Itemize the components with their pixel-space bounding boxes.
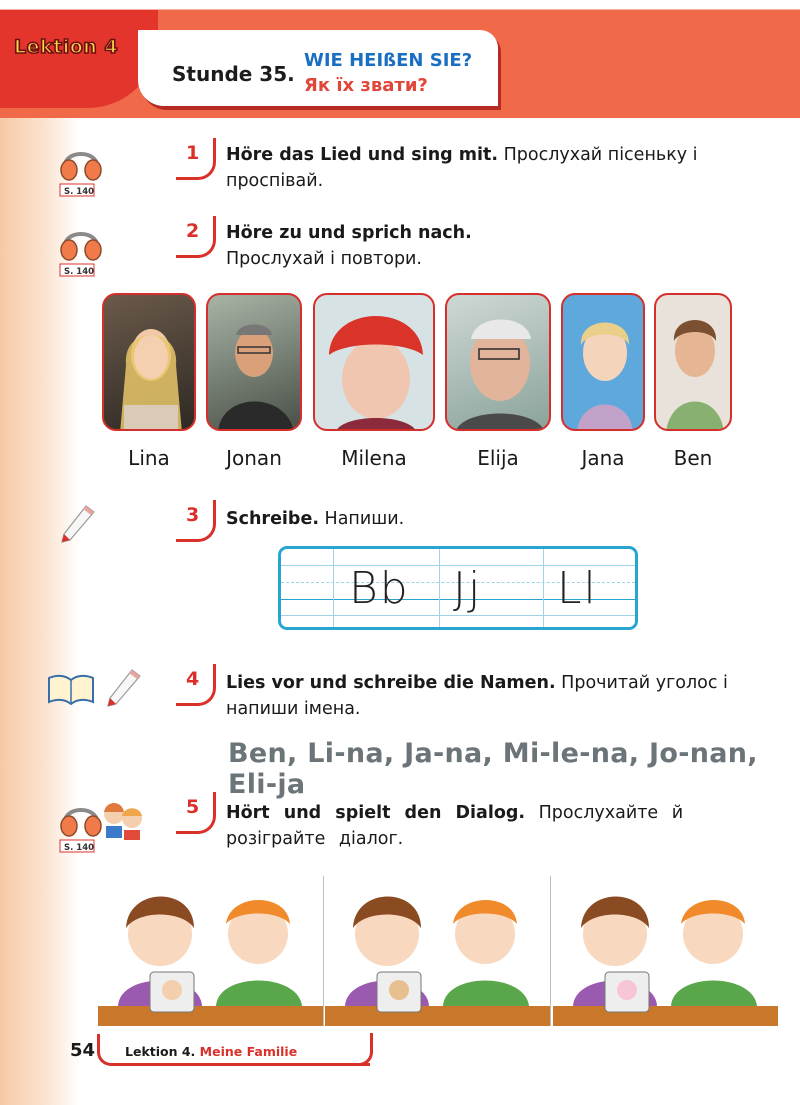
photo-jana xyxy=(561,293,645,431)
task-4-instruction-german: Lies vor und schreibe die Namen. xyxy=(226,673,556,693)
task-number-4 xyxy=(176,664,216,706)
name-label: Elija xyxy=(477,446,519,470)
dialog-illustrations xyxy=(98,876,782,1028)
photo-elija xyxy=(445,293,551,431)
footer-lektion-title: Meine Familie xyxy=(199,1044,298,1059)
letters-jj: Jj xyxy=(453,563,483,614)
letters-bb: Bb xyxy=(349,563,410,614)
task-number-text: 4 xyxy=(186,668,200,690)
footer-rule xyxy=(115,1063,370,1066)
handwriting-box xyxy=(278,546,638,630)
dialog-picture-3 xyxy=(553,876,778,1026)
task-5-instruction xyxy=(226,800,778,852)
audio-page-ref: S. 140 xyxy=(64,843,95,853)
footer-bracket-end xyxy=(355,1033,373,1066)
audio-page-ref: S. 140 xyxy=(64,187,95,197)
photo-jonan xyxy=(206,293,302,431)
letters-ll: Ll xyxy=(557,563,598,614)
footer-bracket xyxy=(97,1034,115,1066)
task-number-2 xyxy=(176,216,216,258)
page-number: 54 xyxy=(70,1040,96,1061)
footer-lektion xyxy=(125,1044,297,1059)
book-icon[interactable] xyxy=(46,670,96,706)
lesson-title-ukrainian: Як їх звати? xyxy=(304,75,428,96)
task-2-instruction-german: Höre zu und sprich nach. xyxy=(226,223,472,243)
header-top-edge xyxy=(0,0,800,9)
task-number-5 xyxy=(176,792,216,834)
name-label: Lina xyxy=(128,446,170,470)
task-4-instruction-ukrainian: Прочитай уголос і напиши імена. xyxy=(226,673,728,719)
ruled-divider xyxy=(439,549,440,627)
name-label: Jonan xyxy=(226,446,282,470)
name-label: Milena xyxy=(341,446,407,470)
task-2-instruction-ukrainian: Прослухай і повтори. xyxy=(226,249,422,269)
name-label: Ben xyxy=(673,446,713,470)
pencil-icon[interactable] xyxy=(58,502,98,546)
headphones-icon[interactable] xyxy=(58,796,104,866)
people-photos xyxy=(102,293,782,431)
name-label: Jana xyxy=(581,446,625,470)
task-5-instruction-ukrainian: Прослухайте й розіграйте діалог. xyxy=(226,803,684,849)
task-3-instruction-german: Schreibe. xyxy=(226,509,319,529)
photo-milena xyxy=(313,293,435,431)
children-talking-icon xyxy=(100,798,146,840)
ruled-line xyxy=(281,615,635,616)
task-1-instruction xyxy=(226,142,778,194)
task-5-instruction-german: Hört und spielt den Dialog. xyxy=(226,803,526,823)
lesson-title-german: WIE HEIßEN SIE? xyxy=(304,50,473,71)
photo-ben xyxy=(654,293,732,431)
lektion-label: Lektion 4 xyxy=(14,36,119,58)
task-number-1 xyxy=(176,138,216,180)
task-number-text: 2 xyxy=(186,220,200,242)
task-number-3 xyxy=(176,500,216,542)
headphones-icon[interactable] xyxy=(58,140,104,210)
task-number-text: 3 xyxy=(186,504,200,526)
task-3-instruction xyxy=(226,506,778,532)
task-3-instruction-ukrainian: Напиши. xyxy=(318,509,405,529)
task-number-text: 1 xyxy=(186,142,200,164)
syllable-names: Ben, Li-na, Ja-na, Mi-le-na, Jo-nan, Eli-ja xyxy=(228,738,758,800)
dialog-picture-1 xyxy=(98,876,324,1026)
task-1-instruction-ukrainian: Прослухай пісеньку і проспівай. xyxy=(226,145,698,191)
ruled-divider xyxy=(333,549,334,627)
photo-lina xyxy=(102,293,196,431)
task-2-instruction xyxy=(226,220,778,272)
task-1-instruction-german: Höre das Lied und sing mit. xyxy=(226,145,499,165)
ruled-divider xyxy=(543,549,544,627)
headphones-icon[interactable] xyxy=(58,220,104,290)
dialog-picture-2 xyxy=(325,876,551,1026)
pencil-icon[interactable] xyxy=(104,666,144,710)
footer-lektion-prefix: Lektion 4. xyxy=(125,1044,200,1059)
lesson-number: Stunde 35. xyxy=(172,62,295,86)
audio-page-ref: S. 140 xyxy=(64,267,95,277)
task-number-text: 5 xyxy=(186,796,200,818)
task-4-instruction xyxy=(226,670,778,722)
